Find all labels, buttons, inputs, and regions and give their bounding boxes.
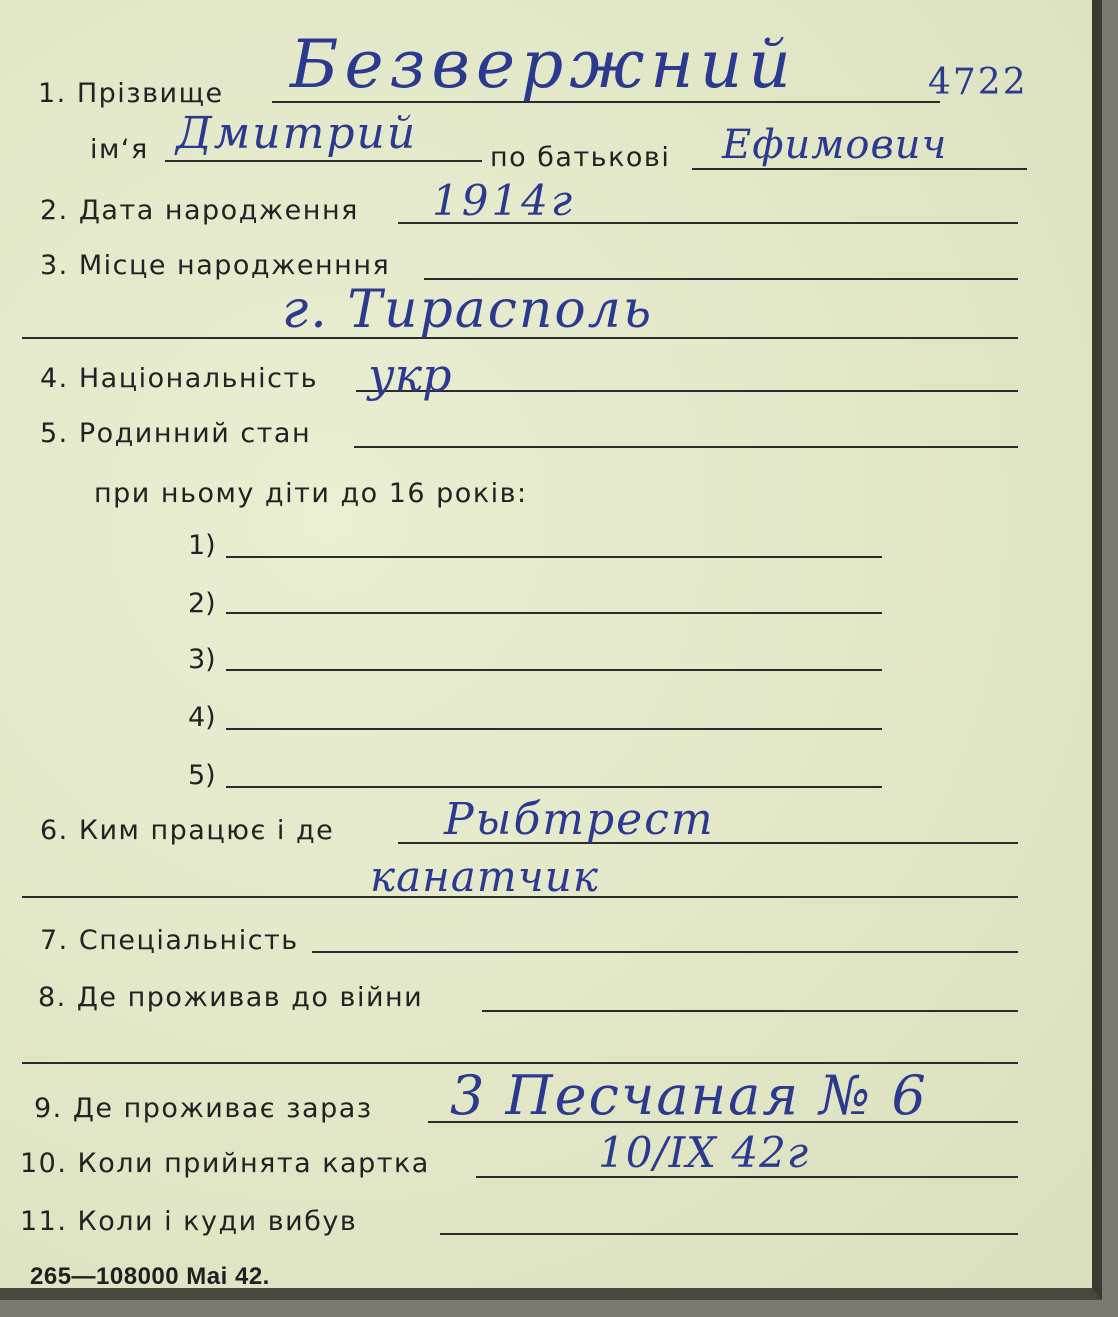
- first-name-label: ім‘я: [90, 134, 149, 165]
- child-line-3: [226, 669, 882, 671]
- child-number-3: 3): [188, 644, 216, 675]
- family-status-label: 5. Родинний стан: [40, 418, 312, 449]
- card-number-value: 4722: [928, 62, 1028, 103]
- patronymic-value: Ефимович: [722, 122, 948, 168]
- family-status-line: [354, 446, 1018, 448]
- first-name-line: [165, 160, 482, 162]
- card-accepted-label: 10. Коли прийнята картка: [20, 1148, 430, 1179]
- nationality-label: 4. Національність: [40, 363, 319, 394]
- birth-place-label: 3. Місце народженння: [40, 250, 391, 281]
- child-line-4: [226, 728, 882, 730]
- departure-label: 11. Коли і куди вибув: [20, 1206, 358, 1237]
- print-imprint: 265—108000 Mai 42.: [30, 1263, 270, 1290]
- surname-label: 1. Прізвище: [38, 78, 224, 109]
- nationality-line: [356, 390, 1018, 392]
- surname-value: Безвержний: [290, 26, 797, 103]
- patronymic-line: [692, 168, 1027, 170]
- prewar-residence-label: 8. Де проживав до війни: [38, 982, 424, 1013]
- children-label: при ньому діти до 16 років:: [94, 478, 528, 509]
- work-value: Рыбтрест: [444, 794, 715, 845]
- child-number-2: 2): [188, 588, 216, 619]
- work-label: 6. Ким працює і де: [40, 815, 335, 846]
- current-residence-value: 3 Песчаная № 6: [450, 1064, 928, 1127]
- card-accepted-value: 10/IX 42г: [598, 1128, 810, 1177]
- nationality-value: укр: [368, 348, 452, 402]
- specialty-line: [312, 951, 1018, 953]
- child-line-5: [226, 786, 882, 788]
- child-number-5: 5): [188, 760, 216, 791]
- birth-date-value: 1914г: [432, 176, 576, 225]
- patronymic-label: по батькові: [490, 142, 671, 173]
- birth-place-value: г. Тирасполь: [282, 280, 654, 340]
- child-number-1: 1): [188, 530, 216, 561]
- child-line-2: [226, 612, 882, 614]
- work-value-2: канатчик: [370, 852, 599, 901]
- child-line-1: [226, 556, 882, 558]
- birth-date-label: 2. Дата народження: [40, 195, 359, 226]
- specialty-label: 7. Спеціальність: [40, 925, 299, 956]
- first-name-value: Дмитрий: [176, 108, 418, 159]
- prewar-residence-line: [482, 1010, 1018, 1012]
- child-number-4: 4): [188, 702, 216, 733]
- current-residence-label: 9. Де проживає зараз: [34, 1093, 373, 1124]
- departure-line: [440, 1233, 1018, 1235]
